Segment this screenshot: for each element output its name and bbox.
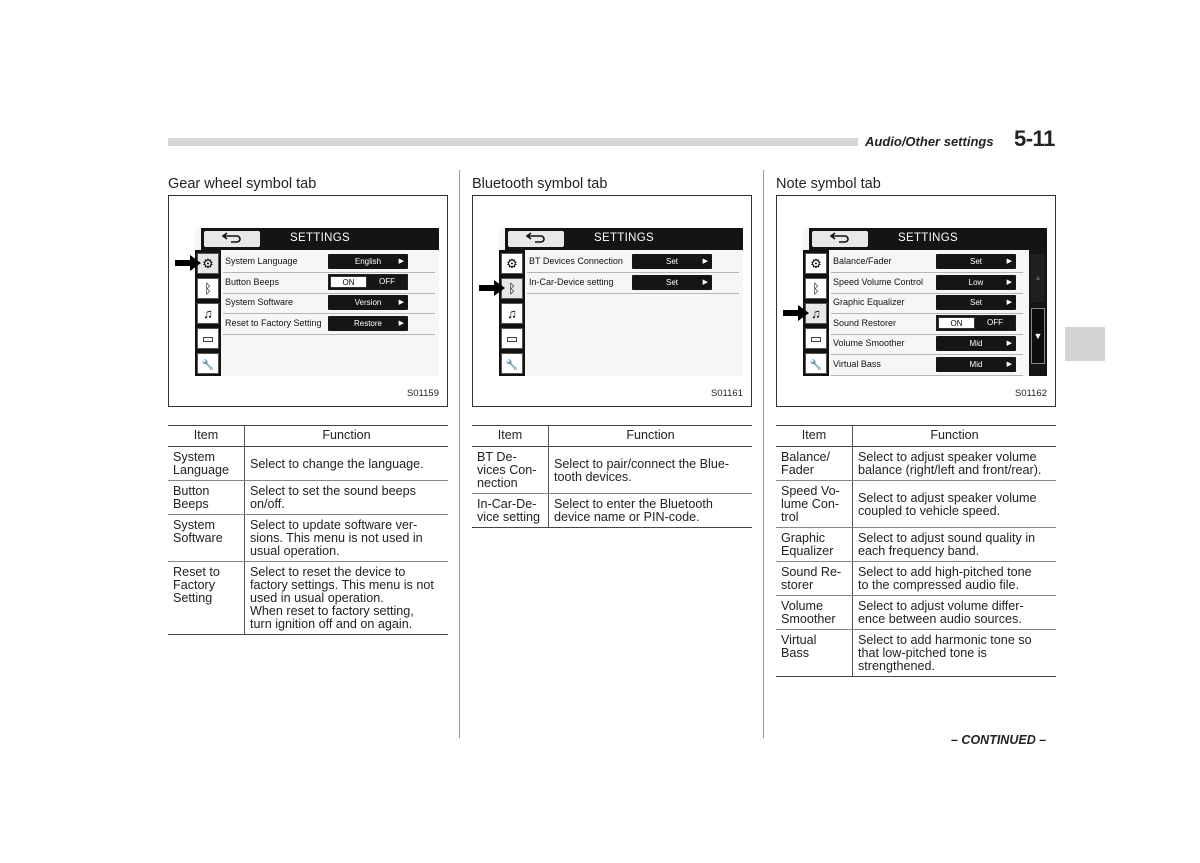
settings-row-label: System Software (225, 297, 294, 307)
setting-value: Set (665, 257, 678, 266)
tab-gear[interactable] (805, 253, 827, 274)
settings-screen (803, 228, 1047, 376)
screen-icon: ▭ (201, 331, 215, 346)
setting-value-button[interactable] (328, 316, 408, 331)
function-cell: Select to adjust sound quality in each frequency band. (853, 528, 1057, 562)
settings-row (223, 314, 435, 335)
function-cell: Select to add high-pitched tone to the compressed audio file. (853, 562, 1057, 596)
screen-title: SETTINGS (594, 232, 654, 244)
settings-row-label: Button Beeps (225, 276, 280, 287)
item-cell: Virtual Bass (776, 630, 853, 677)
pointer-arrow-icon (479, 280, 505, 296)
setting-value: Low (968, 277, 984, 287)
screen-title-bar (505, 228, 743, 250)
music-note-icon: ♫ (811, 306, 821, 321)
table-row (472, 494, 752, 528)
item-cell: BT De- vices Con- nection (472, 447, 549, 494)
item-cell: Speed Vo- lume Con- trol (776, 481, 853, 528)
setting-value-button[interactable] (328, 254, 408, 269)
item-cell: Reset to Factory Setting (168, 562, 245, 635)
setting-value-button[interactable] (328, 295, 408, 310)
triangle-right-icon: ▶ (398, 319, 404, 327)
item-cell: Graphic Equalizer (776, 528, 853, 562)
item-header: Item (776, 426, 853, 447)
function-cell: Select to change the language. (245, 447, 449, 481)
table-header-row (776, 426, 1056, 447)
figure-code: S01161 (710, 388, 743, 399)
screen-icon: ▭ (809, 331, 823, 346)
table-row (776, 596, 1056, 630)
setting-value: Mid (969, 339, 983, 348)
triangle-right-icon: ▶ (1006, 258, 1012, 265)
gear-icon: ⚙ (506, 256, 518, 271)
settings-row (831, 355, 1023, 376)
triangle-right-icon: ▶ (1006, 360, 1012, 368)
settings-row-label: Reset to Factory Setting (225, 317, 322, 328)
table-row (776, 447, 1056, 481)
tab-screen[interactable] (501, 328, 523, 349)
screen-illustration (776, 195, 1056, 407)
settings-row (223, 293, 435, 314)
function-header: Function (549, 426, 753, 447)
screen-title-bar (201, 228, 439, 250)
scrollbar[interactable] (1029, 250, 1047, 376)
settings-row-label: BT Devices Connection (529, 256, 623, 266)
item-cell: Button Beeps (168, 481, 245, 515)
function-header: Function (853, 426, 1057, 447)
setting-value-button[interactable] (936, 275, 1016, 290)
toggle-on[interactable]: ON (938, 317, 975, 329)
settings-row-label: Graphic Equalizer (833, 297, 905, 307)
settings-row (831, 334, 1023, 355)
triangle-right-icon: ▶ (1006, 340, 1012, 347)
settings-row-label: Volume Smoother (833, 338, 905, 348)
bluetooth-icon: ᛒ (508, 281, 516, 296)
setting-value: Set (969, 298, 982, 307)
tab-bluetooth[interactable] (197, 278, 219, 299)
settings-screen (499, 228, 743, 376)
table-row (168, 562, 448, 635)
toggle-off[interactable]: OFF (379, 276, 395, 286)
function-cell: Select to add harmonic tone so that low-pitched tone is strengthened. (853, 630, 1057, 677)
figure-code: S01159 (406, 388, 439, 399)
triangle-right-icon: ▶ (1006, 299, 1012, 306)
setting-value: Set (969, 257, 982, 266)
settings-row (527, 252, 739, 273)
tab-wrench[interactable] (501, 353, 523, 374)
bluetooth-icon: ᛒ (812, 281, 820, 296)
table-row (776, 562, 1056, 596)
screen-title-bar (809, 228, 1047, 250)
item-cell: Sound Re- storer (776, 562, 853, 596)
screen-illustration (168, 195, 448, 407)
tab-screen[interactable] (197, 328, 219, 349)
on-off-toggle[interactable] (328, 274, 408, 290)
function-cell: Select to adjust speaker volume balance (right/left and front/rear). (853, 447, 1057, 481)
item-cell: Balance/ Fader (776, 447, 853, 481)
item-cell: System Language (168, 447, 245, 481)
page-number: 5-11 (1014, 126, 1055, 151)
setting-value: Restore (353, 318, 382, 328)
table-row (776, 528, 1056, 562)
table-row (168, 447, 448, 481)
tab-wrench[interactable] (197, 353, 219, 374)
tab-strip (499, 250, 525, 376)
screen-illustration (472, 195, 752, 407)
column-title: Bluetooth symbol tab (472, 176, 608, 192)
table-header-row (168, 426, 448, 447)
screen-title: SETTINGS (898, 232, 958, 244)
settings-row-label: System Language (225, 256, 298, 266)
triangle-right-icon: ▶ (702, 258, 708, 265)
column-divider (763, 170, 764, 738)
settings-row (831, 314, 1023, 335)
triangle-right-icon: ▶ (398, 258, 404, 265)
item-header: Item (472, 426, 549, 447)
settings-row (223, 252, 435, 273)
tab-bluetooth[interactable] (805, 278, 827, 299)
function-cell: Select to reset the device to factory settings. This menu is not used in usual operation. When reset to factory setting, turn ignition off and on again. (245, 562, 449, 635)
settings-row (831, 293, 1023, 314)
section-title: Audio/Other settings (865, 134, 994, 149)
settings-row-label: Balance/Fader (833, 256, 892, 266)
gear-icon: ⚙ (810, 256, 822, 271)
pointer-arrow-icon (783, 305, 809, 321)
setting-value-button[interactable] (936, 254, 1016, 269)
function-table (776, 425, 1056, 677)
function-table (168, 425, 448, 635)
settings-screen (195, 228, 439, 376)
column-title: Note symbol tab (776, 176, 881, 192)
scroll-down-button[interactable]: ▼ (1031, 308, 1045, 364)
pointer-arrow-icon (175, 255, 201, 271)
settings-row-label: Sound Restorer (833, 317, 897, 328)
setting-value-button[interactable] (936, 336, 1016, 351)
setting-value: English (354, 257, 382, 266)
toggle-off[interactable]: OFF (987, 317, 1003, 327)
setting-value: Version (354, 298, 382, 307)
wrench-icon: 🔧 (809, 360, 823, 371)
screen-title: SETTINGS (290, 232, 350, 244)
setting-value-button[interactable] (632, 254, 712, 269)
tab-music-note[interactable] (501, 303, 523, 324)
tab-gear[interactable] (501, 253, 523, 274)
settings-row-label: In-Car-Device setting (529, 276, 614, 287)
function-cell: Select to set the sound beeps on/off. (245, 481, 449, 515)
settings-row (223, 273, 435, 294)
item-header: Item (168, 426, 245, 447)
continued-note: – CONTINUED – (951, 733, 1047, 747)
music-note-icon: ♫ (507, 306, 517, 321)
triangle-right-icon: ▶ (398, 299, 404, 306)
tab-wrench[interactable] (805, 353, 827, 374)
triangle-right-icon: ▶ (702, 278, 708, 286)
function-header: Function (245, 426, 449, 447)
tab-music-note[interactable] (197, 303, 219, 324)
settings-row-label: Speed Volume Control (833, 276, 924, 287)
chapter-thumb-tab (1065, 327, 1105, 361)
settings-row (831, 273, 1023, 294)
table-row (776, 630, 1056, 677)
wrench-icon: 🔧 (201, 360, 215, 371)
on-off-toggle[interactable] (936, 315, 1016, 331)
wrench-icon: 🔧 (505, 360, 519, 371)
item-cell: System Software (168, 515, 245, 562)
function-cell: Select to pair/connect the Blue- tooth devices. (549, 447, 753, 494)
bluetooth-icon: ᛒ (204, 281, 212, 296)
tab-screen[interactable] (805, 328, 827, 349)
function-cell: Select to adjust volume differ- ence between audio sources. (853, 596, 1057, 630)
table-row (168, 515, 448, 562)
item-cell: Volume Smoother (776, 596, 853, 630)
item-cell: In-Car-De- vice setting (472, 494, 549, 528)
screen-icon: ▭ (505, 331, 519, 346)
table-header-row (472, 426, 752, 447)
setting-value-button[interactable] (632, 275, 712, 290)
figure-code: S01162 (1014, 388, 1047, 399)
header-rule (168, 138, 858, 146)
settings-row (527, 273, 739, 294)
setting-value: Set (665, 277, 678, 287)
setting-value-button[interactable] (936, 357, 1016, 372)
scroll-up-button[interactable]: ▲ (1031, 254, 1045, 302)
gear-icon: ⚙ (202, 256, 214, 271)
triangle-right-icon: ▶ (1006, 278, 1012, 286)
setting-value-button[interactable] (936, 295, 1016, 310)
music-note-icon: ♫ (203, 306, 213, 321)
column-title: Gear wheel symbol tab (168, 176, 317, 192)
settings-row (831, 252, 1023, 273)
table-row (776, 481, 1056, 528)
function-table (472, 425, 752, 528)
toggle-on[interactable]: ON (330, 276, 367, 288)
table-row (472, 447, 752, 494)
column-divider (459, 170, 460, 738)
table-row (168, 481, 448, 515)
settings-row-label: Virtual Bass (833, 358, 881, 369)
function-cell: Select to adjust speaker volume coupled to vehicle speed. (853, 481, 1057, 528)
function-cell: Select to update software ver- sions. This menu is not used in usual operation. (245, 515, 449, 562)
setting-value: Mid (969, 359, 983, 369)
function-cell: Select to enter the Bluetooth device name or PIN-code. (549, 494, 753, 528)
